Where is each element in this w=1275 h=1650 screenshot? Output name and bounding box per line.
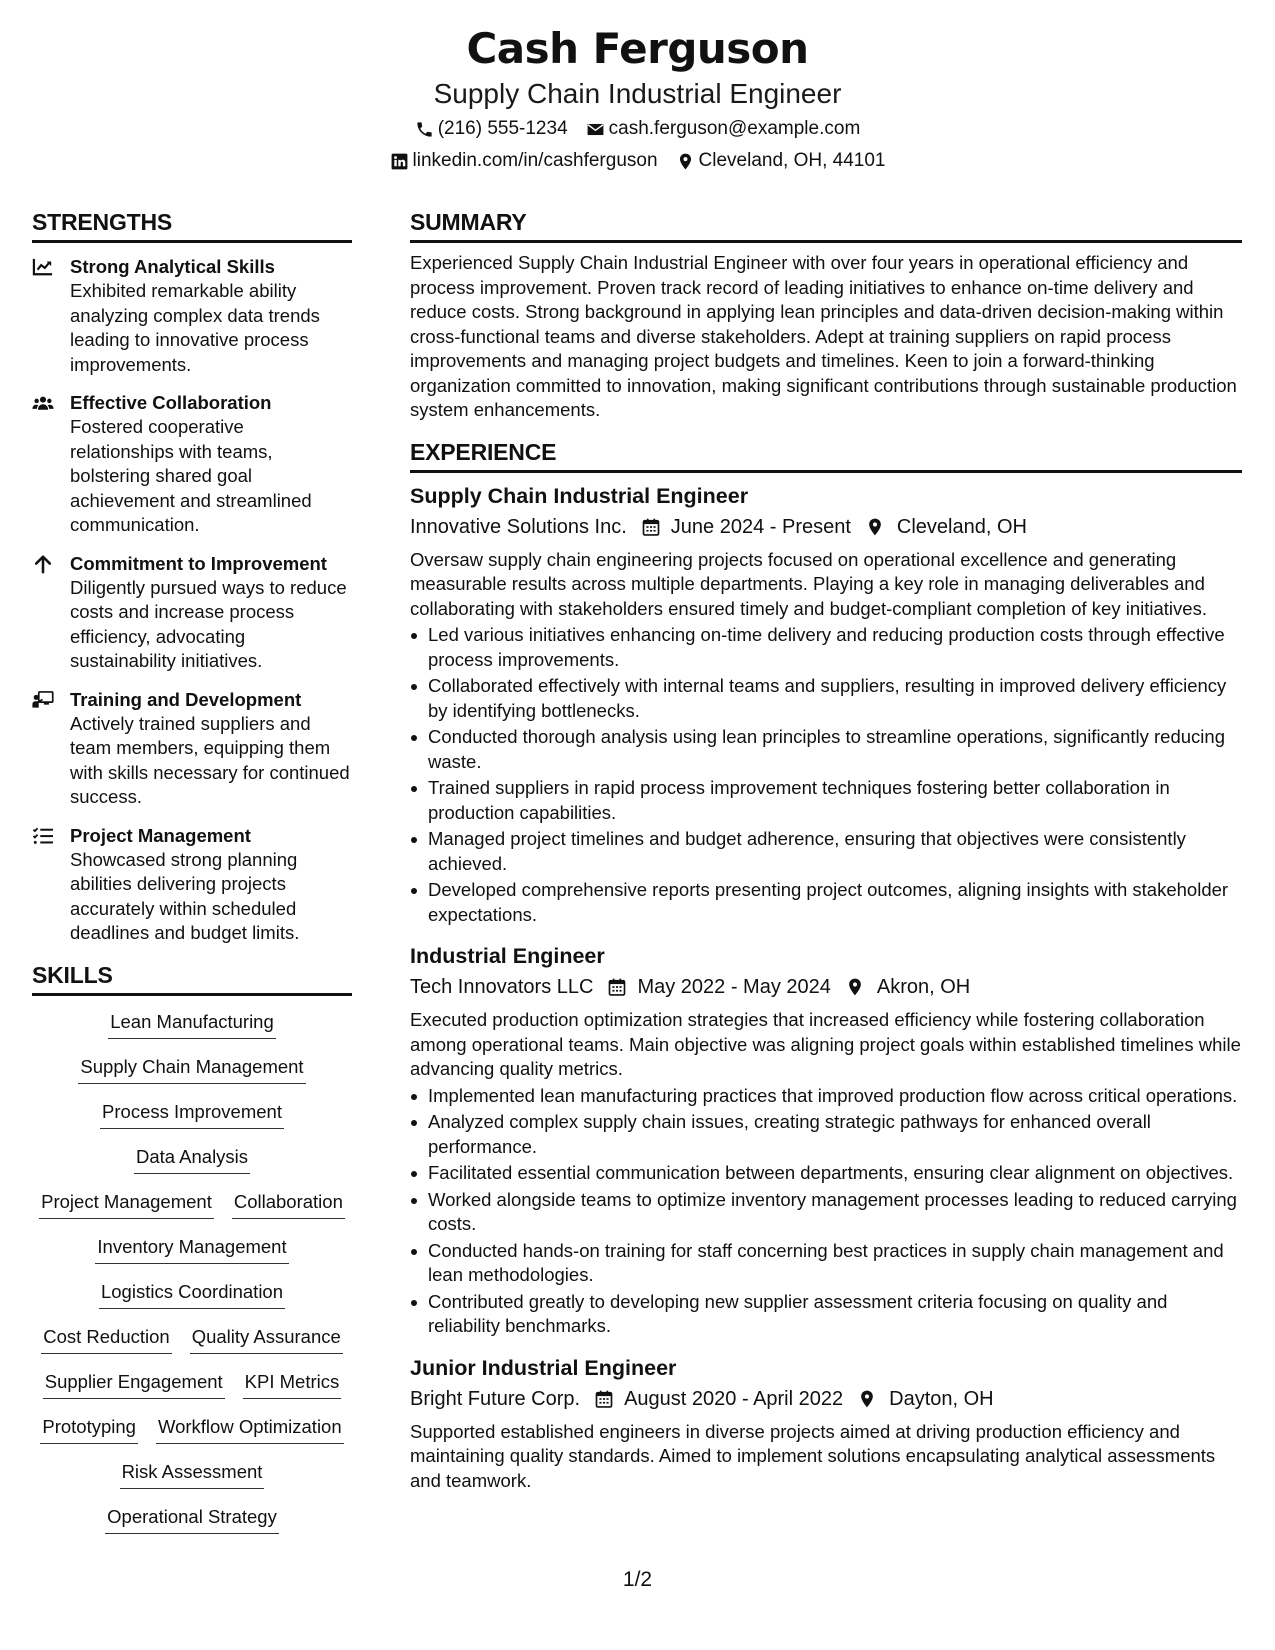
email-contact[interactable] (586, 116, 861, 142)
skill-tag: Lean Manufacturing (108, 1008, 276, 1039)
job-bullet: Trained suppliers in rapid process improvement techniques fostering better collaboration in production capabilities. (410, 776, 1242, 825)
strength-title: Training and Development (70, 688, 302, 710)
job-title: Junior Industrial Engineer (410, 1355, 677, 1380)
job-bullet: Managed project timelines and budget adherence, ensuring that objectives were consistently achieved. (410, 827, 1242, 876)
list-check-icon (32, 826, 54, 846)
left-column (32, 207, 352, 1548)
strength-desc: Exhibited remarkable ability analyzing complex data trends leading to innovative process improvements. (70, 280, 320, 375)
calendar-icon (607, 977, 627, 997)
users-icon (32, 393, 54, 413)
strength-desc: Fostered cooperative relationships with teams, bolstering shared goal achievement and streamlined communication. (70, 416, 312, 535)
skill-tag: Quality Assurance (190, 1323, 343, 1354)
chart-line-icon (32, 257, 54, 277)
job-company: Bright Future Corp. (410, 1387, 581, 1410)
job-title: Industrial Engineer (410, 944, 605, 968)
skill-tag: Data Analysis (134, 1143, 250, 1174)
map-pin-icon (865, 517, 885, 537)
candidate-name: Cash Ferguson (466, 24, 809, 73)
job-description: Oversaw supply chain engineering projects focused on operational excellence and generating measurable results across multiple departments. Playing a key role in managing deliverables and collaborating with stakeholders ensured timely and budget-compliant completion of key initiatives. (410, 548, 1207, 619)
job-dates: May 2022 - May 2024 (637, 976, 831, 998)
skill-tag: Collaboration (232, 1188, 345, 1219)
job-entry (410, 481, 1242, 928)
resume-header (0, 22, 1275, 174)
skill-tag: Inventory Management (95, 1233, 288, 1264)
envelope-icon (586, 120, 605, 139)
job-location: Dayton, OH (889, 1387, 994, 1410)
job-company: Innovative Solutions Inc. (410, 515, 627, 538)
map-pin-icon (857, 1389, 877, 1409)
strength-title: Project Management (70, 824, 251, 846)
strength-item (32, 552, 352, 674)
strengths-heading: STRENGTHS (32, 207, 352, 243)
skill-tag: Supplier Engagement (43, 1368, 225, 1399)
strength-item (32, 391, 352, 538)
skill-tag: Project Management (39, 1188, 214, 1219)
job-meta (410, 1384, 1242, 1414)
summary-heading: SUMMARY (410, 207, 1242, 243)
strength-item (32, 824, 352, 946)
job-bullet: Implemented lean manufacturing practices that improved production flow across critical operations. (410, 1084, 1242, 1109)
strength-desc: Actively trained suppliers and team members, equipping them with skills necessary for continued success. (70, 712, 350, 807)
job-location: Cleveland, OH (896, 515, 1027, 538)
skill-tag: Risk Assessment (120, 1458, 265, 1489)
job-bullet: Facilitated essential communication between departments, ensuring clear alignment on objectives. (410, 1161, 1242, 1186)
skills-list (32, 1008, 352, 1548)
job-entry (410, 1353, 1242, 1494)
arrow-up-icon (32, 554, 54, 574)
summary-text: Experienced Supply Chain Industrial Engineer with over four years in operational efficiency and process improvement. Proven track record of leading initiatives to enhance on-time delivery and reduce costs. Strong background in applying lean principles and data-driven decision-making within cross-functional teams and diverse stakeholders. Adept at training suppliers on rapid process improvements and managing project budgets and timelines. Keen to join a forward-thinking organization committed to innovation, making significant contributions through sustainable production system enhancements. (410, 252, 1237, 420)
job-bullet: Conducted hands-on training for staff concerning best practices in supply chain management and lean methodologies. (410, 1239, 1242, 1288)
job-description: Supported established engineers in diverse projects aimed at driving production efficiency and maintaining quality standards. Aimed to implement solutions encapsulating analytical assessments and teamwork. (410, 1420, 1216, 1491)
skill-tag: Supply Chain Management (78, 1053, 305, 1084)
strength-item (32, 688, 352, 810)
contact-row-1 (0, 116, 1275, 142)
job-meta (410, 512, 1242, 542)
job-bullets (410, 1084, 1242, 1339)
linkedin-contact[interactable] (390, 148, 658, 174)
strength-desc: Diligently pursued ways to reduce costs and increase process efficiency, advocating sustainability initiatives. (70, 576, 347, 671)
location-contact (676, 148, 886, 174)
strength-item (32, 255, 352, 377)
job-entry (410, 941, 1242, 1339)
linkedin-text[interactable]: linkedin.com/in/cashferguson (412, 150, 658, 171)
experience-section (410, 437, 1242, 1494)
job-bullet: Conducted thorough analysis using lean principles to streamline operations, significantly reducing waste. (410, 725, 1242, 774)
email-text[interactable]: cash.ferguson@example.com (608, 118, 861, 139)
skills-heading: SKILLS (32, 960, 352, 996)
skill-tag: Cost Reduction (41, 1323, 171, 1354)
strength-title: Commitment to Improvement (70, 552, 327, 574)
strength-title: Effective Collaboration (70, 392, 272, 413)
skill-tag: Prototyping (40, 1413, 138, 1444)
skills-section (32, 960, 352, 1548)
job-title: Supply Chain Industrial Engineer (410, 483, 749, 508)
contact-row-2 (0, 148, 1275, 174)
location-text: Cleveland, OH, 44101 (698, 150, 886, 171)
job-dates: August 2020 - April 2022 (624, 1387, 844, 1410)
strengths-list (32, 255, 352, 946)
job-bullet: Led various initiatives enhancing on-time delivery and reducing production costs through effective process improvements. (410, 623, 1242, 672)
job-bullet: Developed comprehensive reports presenting project outcomes, aligning insights with stakeholder expectations. (410, 878, 1242, 927)
job-bullet: Analyzed complex supply chain issues, creating strategic pathways for enhanced overall performance. (410, 1110, 1242, 1159)
phone-text: (216) 555-1234 (437, 118, 568, 139)
experience-heading: EXPERIENCE (410, 437, 1242, 473)
job-bullet: Collaborated effectively with internal teams and suppliers, resulting in improved delivery efficiency by identifying bottlenecks. (410, 674, 1242, 723)
candidate-title: Supply Chain Industrial Engineer (433, 78, 842, 109)
skill-tag: KPI Metrics (243, 1368, 342, 1399)
job-description: Executed production optimization strategies that increased efficiency while fostering collaboration among operational teams. Main objective was aligning project goals within established timelines while advancing quality metrics. (410, 1009, 1241, 1079)
calendar-icon (594, 1389, 614, 1409)
strength-title: Strong Analytical Skills (70, 256, 275, 277)
skill-tag: Workflow Optimization (156, 1413, 344, 1444)
skill-tag: Logistics Coordination (99, 1278, 285, 1309)
linkedin-icon (390, 152, 409, 171)
page-number: 1/2 (622, 1568, 653, 1591)
job-bullet: Contributed greatly to developing new supplier assessment criteria focusing on quality and reliability benchmarks. (410, 1290, 1242, 1339)
job-bullets (410, 623, 1242, 927)
skill-tag: Operational Strategy (105, 1503, 279, 1534)
job-dates: June 2024 - Present (670, 515, 851, 538)
job-meta (410, 972, 1242, 1002)
phone-contact (415, 116, 568, 142)
calendar-icon (641, 517, 661, 537)
skill-tag: Process Improvement (100, 1098, 284, 1129)
map-pin-icon (845, 977, 865, 997)
teacher-icon (32, 690, 54, 710)
job-company: Tech Innovators LLC (410, 976, 594, 998)
job-location: Akron, OH (876, 976, 971, 998)
phone-icon (415, 120, 434, 139)
job-bullet: Worked alongside teams to optimize inventory management processes leading to reduced carrying costs. (410, 1188, 1242, 1237)
map-pin-icon (676, 152, 695, 171)
right-column (410, 207, 1242, 1493)
strength-desc: Showcased strong planning abilities delivering projects accurately within scheduled deadlines and budget limits. (70, 848, 300, 943)
